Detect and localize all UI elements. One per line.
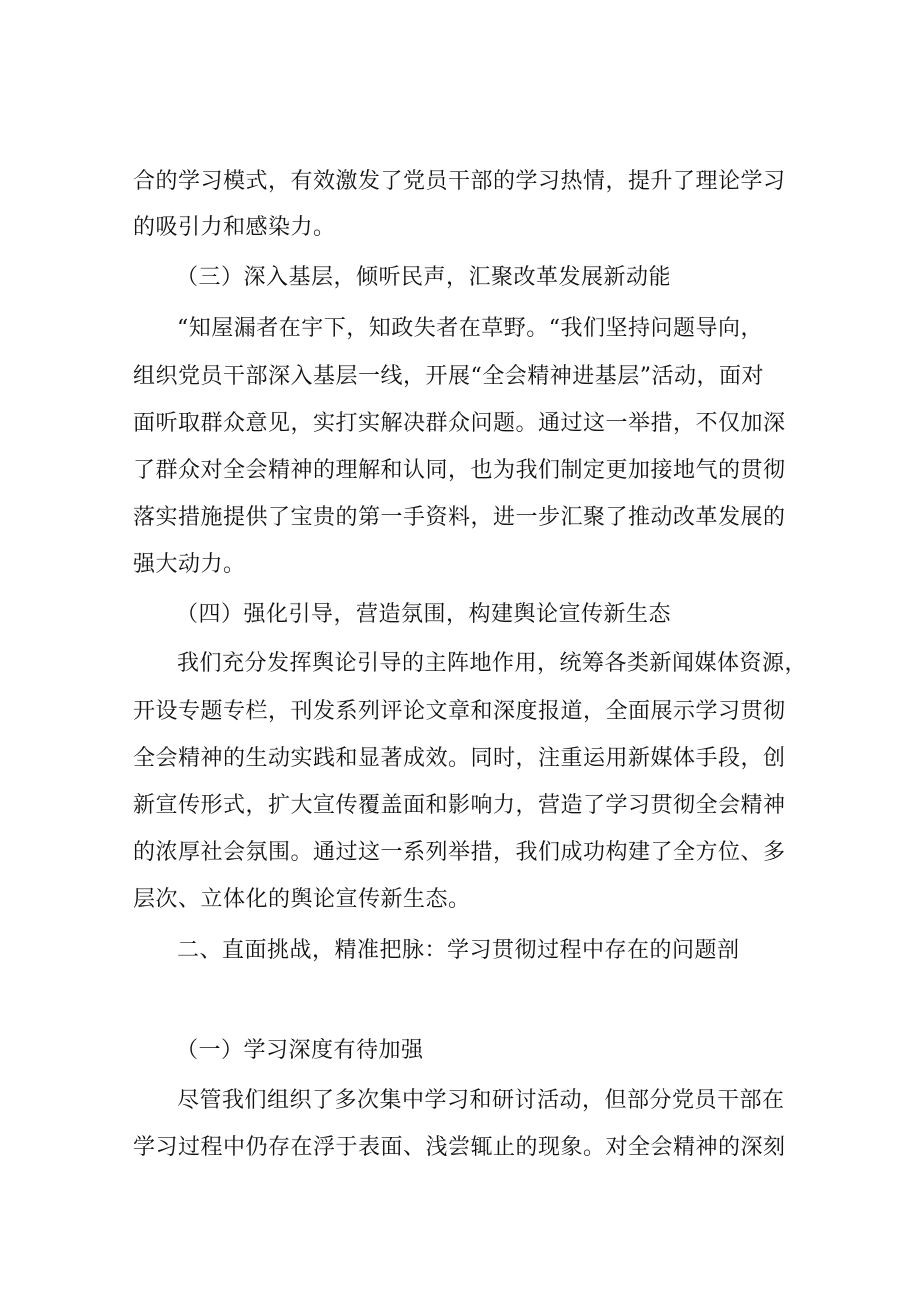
paragraph-line: 开设专题专栏，刊发系列评论文章和深度报道，全面展示学习贯彻 — [133, 699, 786, 724]
paragraph-line: 层次、立体化的舆论宣传新生态。 — [133, 887, 471, 912]
subsection-heading: （三）深入基层，倾听民声，汇聚改革发展新动能 — [176, 265, 672, 290]
paragraph-line: 学习过程中仍存在浮于表面、浅尝辄止的现象。对全会精神的深刻 — [133, 1135, 786, 1160]
paragraph-line: 尽管我们组织了多次集中学习和研讨活动，但部分党员干部在 — [177, 1088, 785, 1113]
paragraph-line: 面听取群众意见，实打实解决群众问题。通过这一举措，不仅加深 — [133, 411, 786, 436]
paragraph-line: 的吸引力和感染力。 — [133, 215, 336, 240]
paragraph-line: 我们充分发挥舆论引导的主阵地作用，统筹各类新闻媒体资源， — [177, 651, 808, 676]
subsection-heading: （四）强化引导，营造氛围，构建舆论宣传新生态 — [176, 602, 672, 627]
paragraph-line: 的浓厚社会氛围。通过这一系列举措，我们成功构建了全方位、多 — [133, 840, 786, 865]
section-heading: 二、直面挑战，精准把脉：学习贯彻过程中存在的问题剖 — [177, 938, 740, 963]
paragraph-line: 全会精神的生动实践和显著成效。同时，注重运用新媒体手段，创 — [133, 746, 786, 771]
paragraph-line: 了群众对全会精神的理解和认同，也为我们制定更加接地气的贯彻 — [133, 458, 786, 483]
paragraph-line: 组织党员干部深入基层一线，开展“全会精神进基层”活动，面对 — [133, 364, 764, 389]
paragraph-line: 新宣传形式，扩大宣传覆盖面和影响力，营造了学习贯彻全会精神 — [133, 793, 786, 818]
paragraph-line: 合的学习模式，有效激发了党员干部的学习热情，提升了理论学习 — [133, 169, 786, 194]
paragraph-line: “知屋漏者在宇下，知政失者在草野。“我们坚持问题导向， — [177, 316, 763, 341]
paragraph-line: 强大动力。 — [133, 552, 246, 577]
subsection-heading: （一）学习深度有待加强 — [176, 1038, 424, 1063]
paragraph-line: 落实措施提供了宝贵的第一手资料，进一步汇聚了推动改革发展的 — [133, 505, 786, 530]
